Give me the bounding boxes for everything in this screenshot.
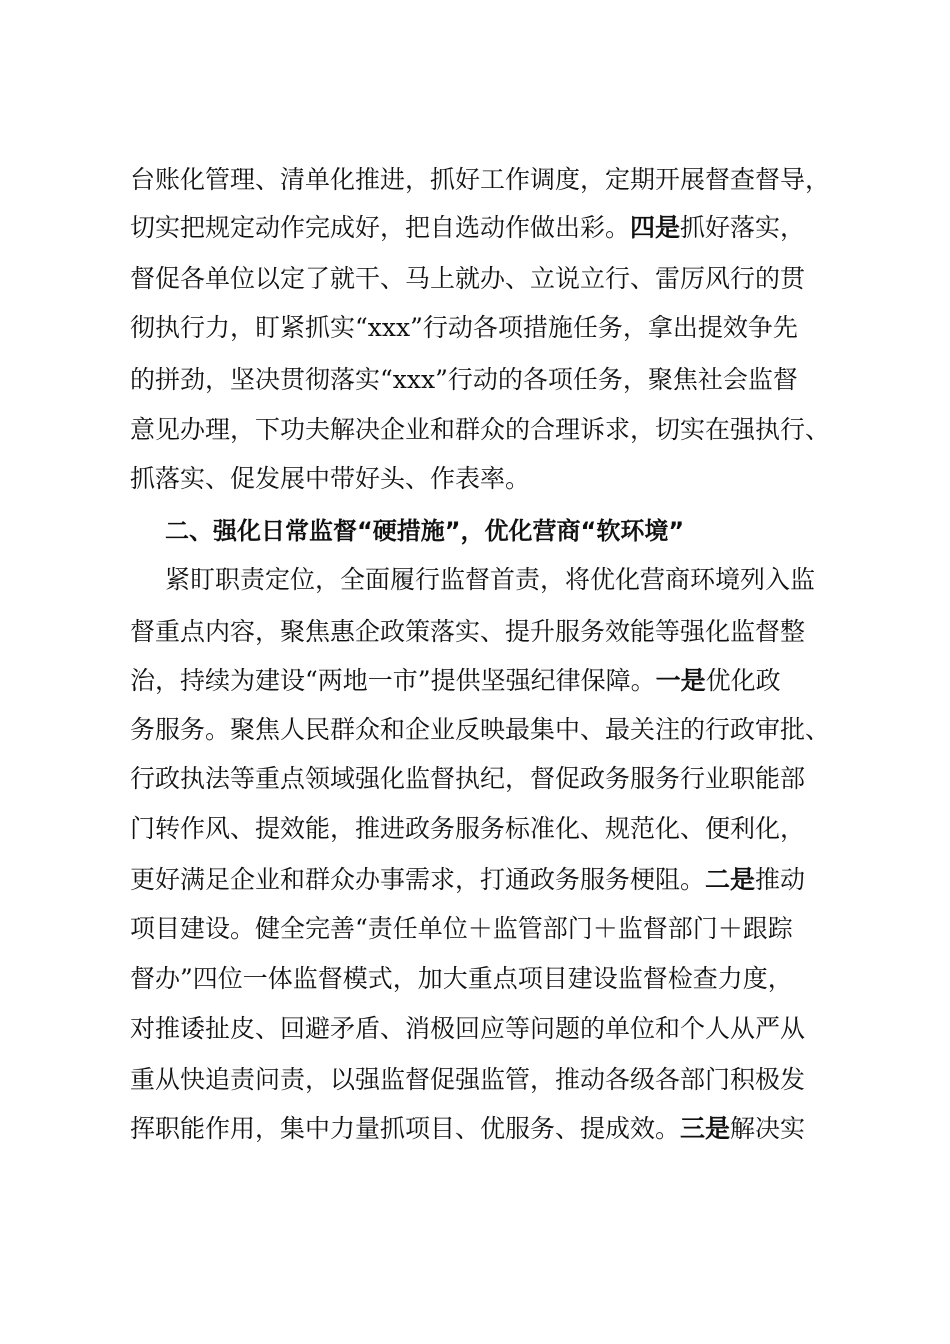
line-text: 台账化管理、清单化推进，抓好工作调度，定期开展督查督导， (130, 165, 830, 194)
paragraph-line (130, 459, 830, 499)
line-text: 意见办理，下功夫解决企业和群众的合理诉求，切实在强执行、 (130, 415, 830, 444)
line-text: 解决实 (730, 1114, 806, 1143)
paragraph-line (130, 1009, 830, 1049)
section-heading (165, 511, 830, 551)
paragraph-line (130, 308, 830, 348)
line-text: 督促各单位以定了就干、马上就办、立说立行、雷厉风行的贯 (130, 264, 806, 293)
line-text: 抓落实、促发展中带好头、作表率。 (130, 464, 531, 493)
paragraph-line (130, 1060, 830, 1100)
paragraph-line (130, 612, 830, 652)
bold-label: 二是 (705, 865, 756, 894)
bold-label: 三是 (680, 1114, 731, 1143)
line-text: 优化政 (705, 666, 781, 695)
line-text: 门转作风、提效能，推进政务服务标准化、规范化、便利化， (130, 814, 806, 843)
line-text: 治，持续为建设“两地一市”提供坚强纪律保障。 (130, 666, 656, 695)
line-text: 督办”四位一体监督模式，加大重点项目建设监督检查力度， (130, 964, 793, 993)
paragraph-line (130, 661, 830, 701)
line-text: 重从快追责问责，以强监督促强监管，推动各级各部门积极发 (130, 1065, 806, 1094)
paragraph-line (130, 360, 830, 400)
paragraph-line (130, 710, 830, 750)
paragraph-line (130, 259, 830, 299)
line-text: 行政执法等重点领域强化监督执纪，督促政务服务行业职能部 (130, 764, 806, 793)
bold-label: 一是 (655, 666, 706, 695)
paragraph-line (130, 959, 830, 999)
paragraph-line (165, 560, 830, 600)
line-text: 推动 (755, 865, 806, 894)
paragraph-line (130, 809, 830, 849)
line-text: 督重点内容，聚焦惠企政策落实、提升服务效能等强化监督整 (130, 617, 806, 646)
bold-label: 四是 (630, 213, 681, 242)
line-text: 抓好落实， (680, 213, 806, 242)
line-text: 务服务。聚焦人民群众和企业反映最集中、最关注的行政审批、 (130, 715, 830, 744)
line-text: 的拼劲，坚决贯彻落实“xxx”行动的各项任务，聚焦社会监督 (130, 365, 798, 394)
line-text: 紧盯职责定位，全面履行监督首责，将优化营商环境列入监 (165, 565, 816, 594)
line-text: 切实把规定动作完成好，把自选动作做出彩。 (130, 213, 631, 242)
paragraph-line (130, 759, 830, 799)
bold-label: 二、强化日常监督“硬措施”，优化营商“软环境” (165, 517, 685, 545)
paragraph-line (130, 909, 830, 949)
line-text: 对推诿扯皮、回避矛盾、消极回应等问题的单位和个人从严从 (130, 1014, 806, 1043)
line-text: 彻执行力，盯紧抓实“xxx”行动各项措施任务，拿出提效争先 (130, 313, 798, 342)
paragraph-line (130, 208, 830, 248)
line-text: 挥职能作用，集中力量抓项目、优服务、提成效。 (130, 1114, 681, 1143)
paragraph-line (130, 410, 830, 450)
paragraph-line (130, 1109, 830, 1149)
paragraph-line (130, 160, 830, 200)
line-text: 更好满足企业和群众办事需求，打通政务服务梗阻。 (130, 865, 706, 894)
paragraph-line (130, 860, 830, 900)
line-text: 项目建设。健全完善“责任单位＋监管部门＋监督部门＋跟踪 (130, 914, 793, 943)
